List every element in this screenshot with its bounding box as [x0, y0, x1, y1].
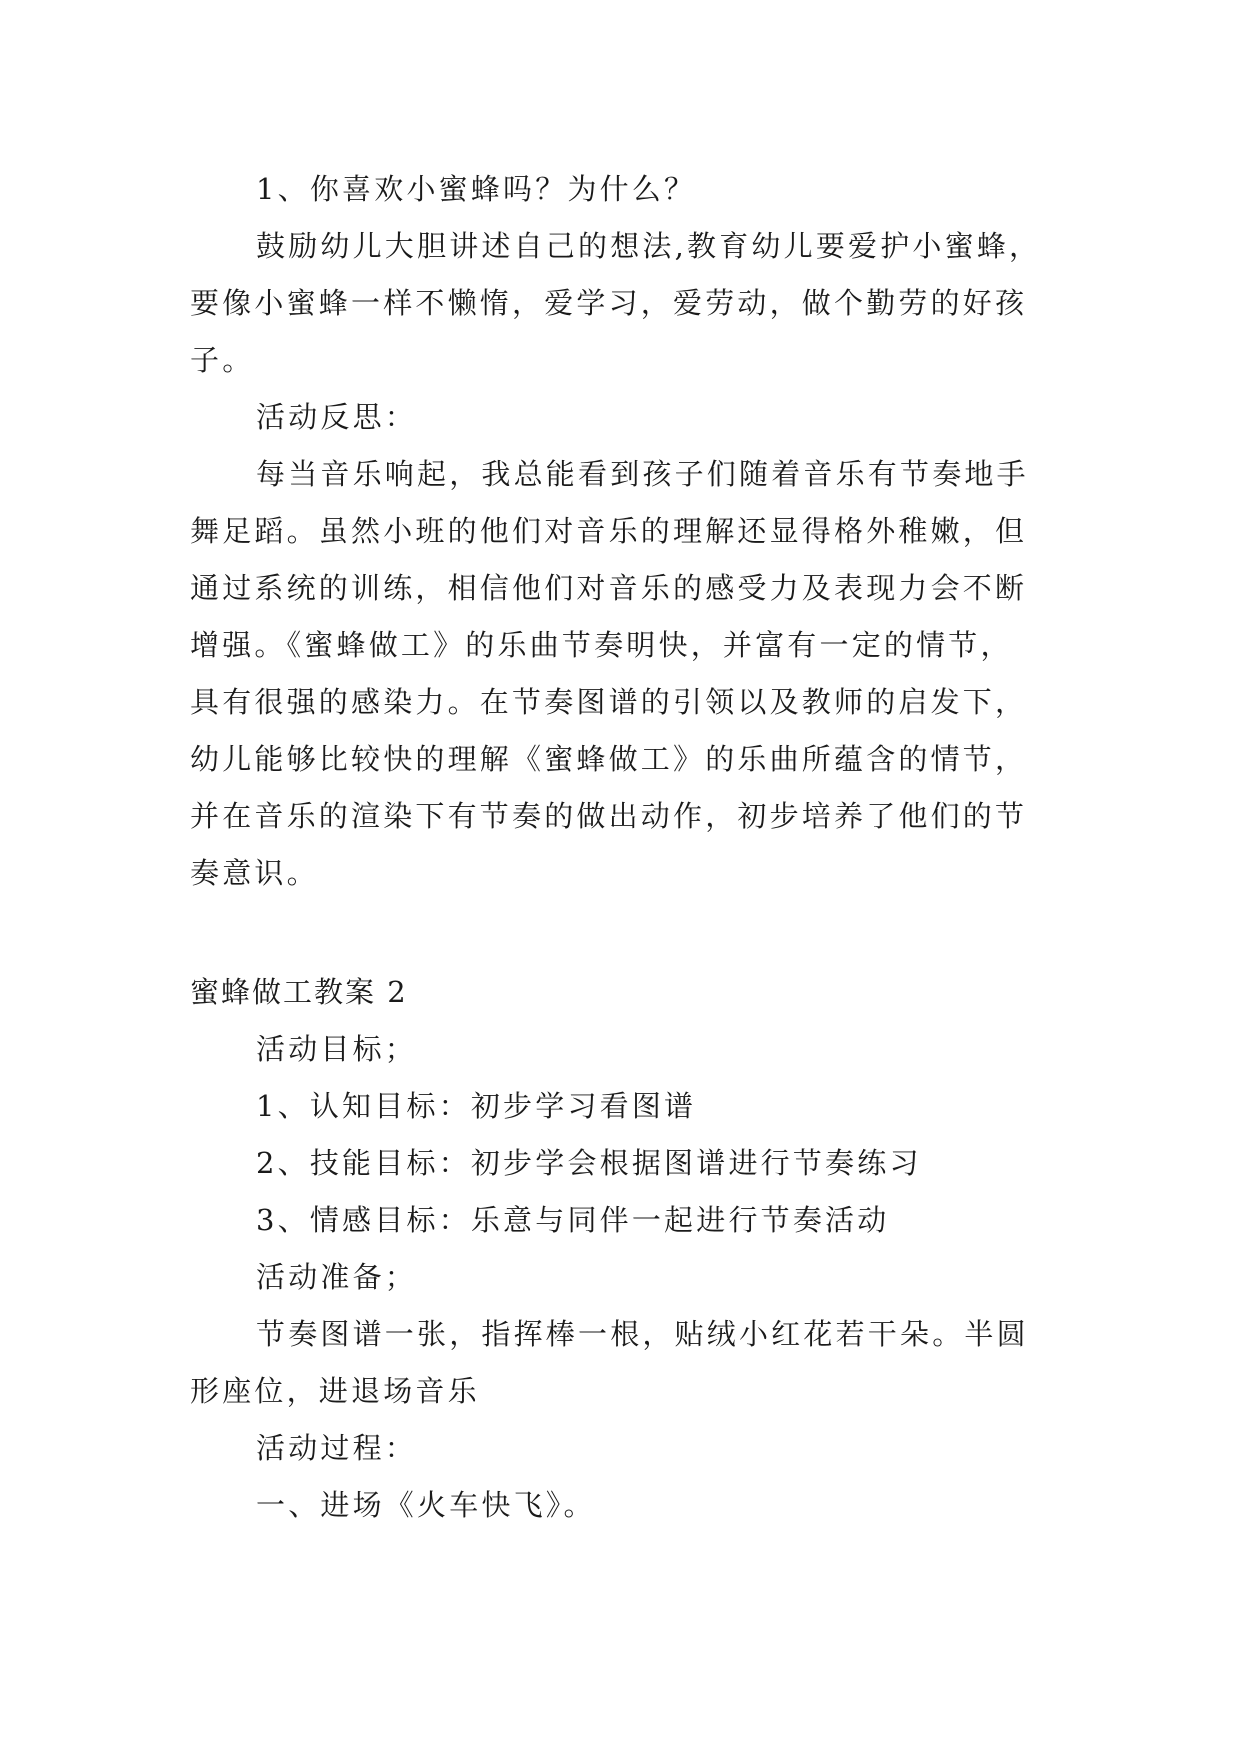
- paragraph-line: 要像小蜜蜂一样不懒惰，爱学习，爱劳动，做个勤劳的好孩: [190, 286, 1028, 320]
- question-line: 1、你喜欢小蜜蜂吗？为什么？: [256, 172, 697, 206]
- paragraph-line: 子。: [190, 343, 255, 377]
- paragraph-line: 幼儿能够比较快的理解《蜜蜂做工》的乐曲所蕴含的情节，: [190, 742, 1028, 776]
- paragraph-line: 增强。《蜜蜂做工》的乐曲节奏明快，并富有一定的情节，: [190, 628, 1013, 662]
- list-item: 一、进场《火车快飞》。: [256, 1488, 596, 1522]
- paragraph-line: 具有很强的感染力。在节奏图谱的引领以及教师的启发下，: [190, 685, 1028, 719]
- section-heading: 活动目标；: [256, 1032, 418, 1066]
- section-heading: 活动准备；: [256, 1260, 418, 1294]
- paragraph-line: 并在音乐的渲染下有节奏的做出动作，初步培养了他们的节: [190, 799, 1028, 833]
- paragraph-line: 鼓励幼儿大胆讲述自己的想法,教育幼儿要爱护小蜜蜂，: [256, 229, 1042, 263]
- paragraph-line: 舞足蹈。虽然小班的他们对音乐的理解还显得格外稚嫩，但: [190, 514, 1028, 548]
- paragraph-line: 通过系统的训练，相信他们对音乐的感受力及表现力会不断: [190, 571, 1028, 605]
- paragraph-line: 形座位，进退场音乐: [190, 1374, 480, 1408]
- list-item: 3、情感目标：乐意与同伴一起进行节奏活动: [256, 1203, 890, 1237]
- list-item: 1、认知目标：初步学习看图谱: [256, 1089, 697, 1123]
- section-heading: 活动反思：: [256, 400, 418, 434]
- document-title: 蜜蜂做工教案 2: [190, 975, 408, 1009]
- section-heading: 活动过程：: [256, 1431, 418, 1465]
- paragraph-line: 奏意识。: [190, 856, 319, 890]
- paragraph-line: 每当音乐响起，我总能看到孩子们随着音乐有节奏地手: [256, 457, 1029, 491]
- paragraph-line: 节奏图谱一张，指挥棒一根，贴绒小红花若干朵。半圆: [256, 1317, 1029, 1351]
- list-item: 2、技能目标：初步学会根据图谱进行节奏练习: [256, 1146, 922, 1180]
